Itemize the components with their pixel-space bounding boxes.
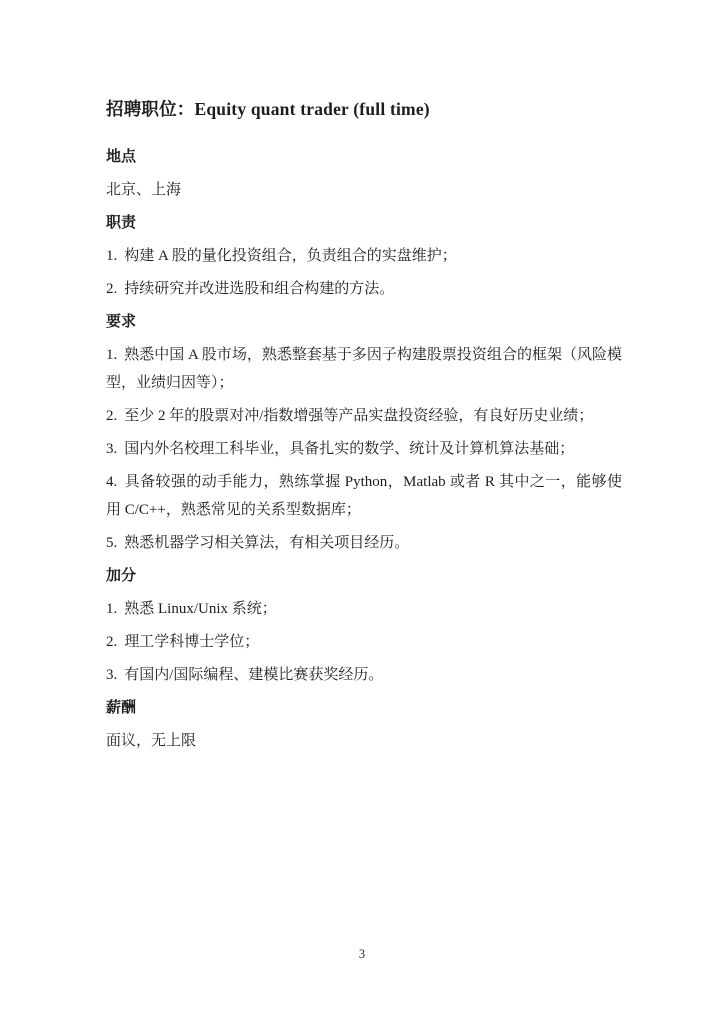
list-item-text: 有国内/国际编程、建模比赛获奖经历。 xyxy=(124,667,384,683)
list-item xyxy=(106,468,622,524)
list-item-text: 构建 A 股的量化投资组合，负责组合的实盘维护； xyxy=(124,248,457,264)
list-item-number: 1. xyxy=(106,248,118,264)
list-item xyxy=(106,628,622,656)
list-item-number: 2. xyxy=(106,281,118,297)
list-item-number: 1. xyxy=(106,601,118,617)
section-heading-location: 地点 xyxy=(106,149,137,165)
list-item xyxy=(106,435,622,463)
list-item-text: 熟悉中国 A 股市场，熟悉整套基于多因子构建股票投资组合的框架（风险模型，业绩归因等）； xyxy=(106,347,622,391)
list-item xyxy=(106,402,622,430)
list-item xyxy=(106,341,622,397)
list-item-text: 熟悉 Linux/Unix 系统； xyxy=(124,601,277,617)
section-heading-salary: 薪酬 xyxy=(106,700,137,716)
list-item-text: 理工学科博士学位； xyxy=(124,634,260,650)
list-item xyxy=(106,275,622,303)
list-item xyxy=(106,529,622,557)
list-item xyxy=(106,661,622,689)
list-item-number: 3. xyxy=(106,441,118,457)
section-heading-requirements: 要求 xyxy=(106,314,137,330)
list-item-text: 国内外名校理工科毕业，具备扎实的数学、统计及计算机算法基础； xyxy=(124,441,575,457)
list-item-text: 至少 2 年的股票对冲/指数增强等产品实盘投资经验，有良好历史业绩； xyxy=(124,408,594,424)
list-item xyxy=(106,242,622,270)
location-text: 北京、上海 xyxy=(106,182,182,198)
section-heading-bonus: 加分 xyxy=(106,568,137,584)
list-item-number: 5. xyxy=(106,535,118,551)
list-item-text: 持续研究并改进选股和组合构建的方法。 xyxy=(124,281,395,297)
list-item-text: 具备较强的动手能力，熟练掌握 Python，Matlab 或者 R 其中之一，能够使用 C/C++，熟悉常见的关系型数据库； xyxy=(106,474,622,518)
list-item-number: 2. xyxy=(106,634,118,650)
page-number: 3 xyxy=(358,947,366,961)
job-posting-title: 招聘职位：Equity quant trader (full time) xyxy=(106,99,430,119)
list-item-number: 3. xyxy=(106,667,118,683)
list-item-text: 熟悉机器学习相关算法，有相关项目经历。 xyxy=(124,535,410,551)
section-heading-responsibilities: 职责 xyxy=(106,215,137,231)
list-item-number: 1. xyxy=(106,347,118,363)
salary-text: 面议，无上限 xyxy=(106,733,197,749)
list-item-number: 4. xyxy=(106,474,118,490)
list-item xyxy=(106,595,622,623)
list-item-number: 2. xyxy=(106,408,118,424)
